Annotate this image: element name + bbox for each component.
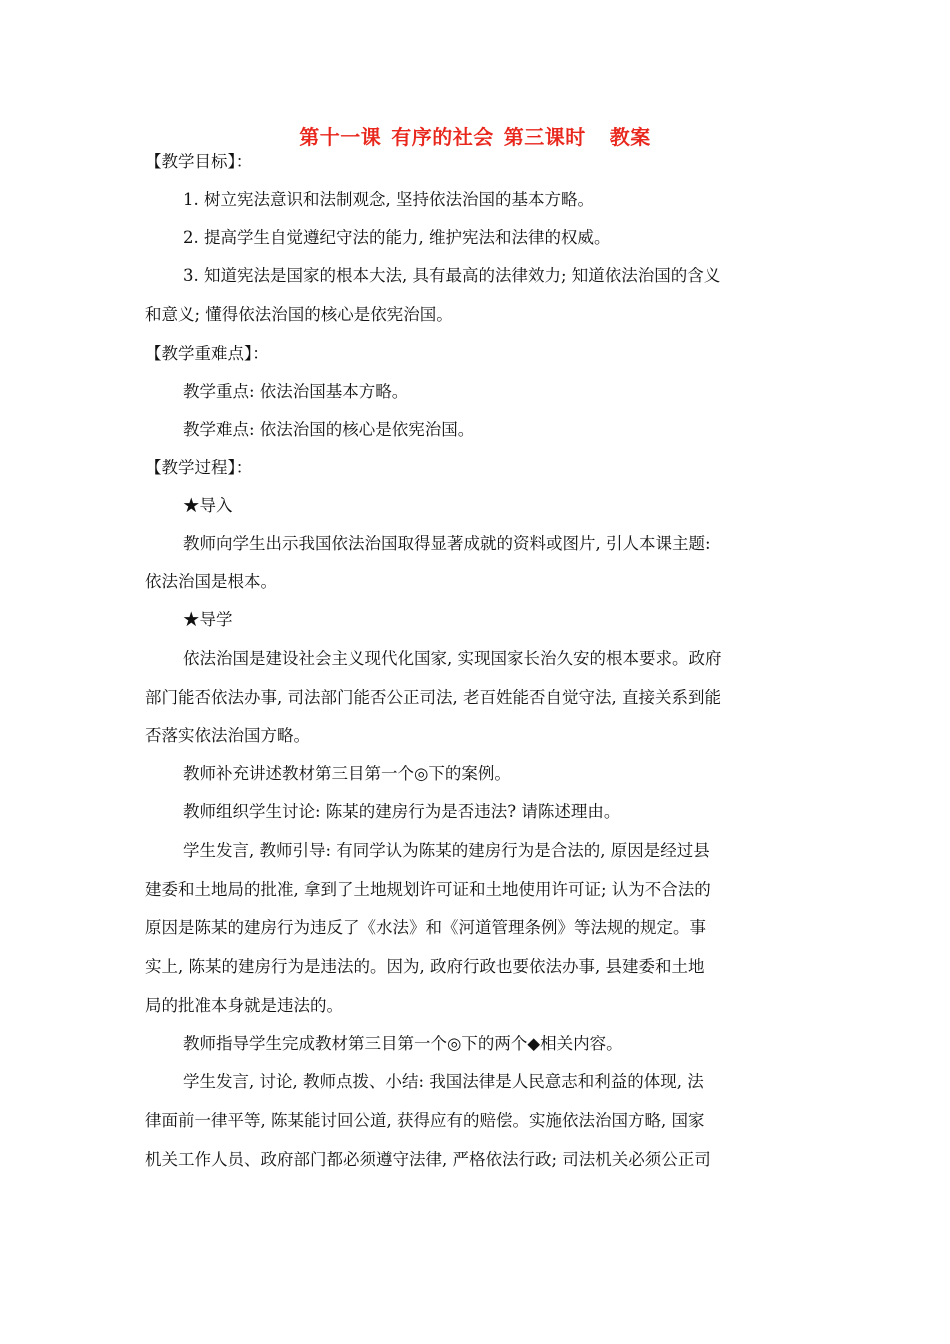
key-point: 教学重点: 依法治国基本方略。 [183, 382, 409, 401]
intro-line-2: 依法治国是根本。 [145, 572, 277, 591]
goal-2: 2. 提高学生自觉遵纪守法的能力, 维护宪法和法律的权威。 [183, 228, 611, 247]
process-heading: 【教学过程】： [145, 458, 253, 477]
goals-heading: 【教学目标】： [145, 152, 253, 171]
paragraph-4-line-3: 原因是陈某的建房行为违反了《水法》和《河道管理条例》等法规的规定。事 [145, 918, 706, 937]
paragraph-1-line-3: 否落实依法治国方略。 [145, 726, 310, 745]
paragraph-6-line-2: 律面前一律平等, 陈某能讨回公道, 获得应有的赔偿。实施依法治国方略, 国家 [145, 1111, 705, 1130]
goal-3-line-1: 3. 知道宪法是国家的根本大法, 具有最高的法律效力; 知道依法治国的含义 [183, 266, 721, 285]
keypoints-heading: 【教学重难点】： [145, 344, 269, 363]
intro-title: ★导入 [183, 496, 233, 515]
paragraph-4-line-4: 实上, 陈某的建房行为是违法的。因为, 政府行政也要依法办事, 县建委和土地 [145, 957, 705, 976]
paragraph-4-line-2: 建委和土地局的批准, 拿到了土地规划许可证和土地使用许可证; 认为不合法的 [145, 880, 711, 899]
paragraph-1-line-1: 依法治国是建设社会主义现代化国家, 实现国家长治久安的根本要求。政府 [183, 649, 722, 668]
paragraph-6-line-3: 机关工作人员、政府部门都必须遵守法律, 严格依法行政; 司法机关必须公正司 [145, 1150, 711, 1169]
title-period: 第三课时 [503, 125, 586, 149]
title-lesson: 第十一课 [299, 125, 382, 149]
paragraph-3: 教师组织学生讨论: 陈某的建房行为是否违法? 请陈述理由。 [183, 802, 621, 821]
paragraph-5: 教师指导学生完成教材第三目第一个◎下的两个◆相关内容。 [183, 1034, 623, 1053]
title-plan: 教案 [609, 125, 651, 149]
guide-title: ★导学 [183, 610, 233, 629]
paragraph-4-line-1: 学生发言, 教师引导: 有同学认为陈某的建房行为是合法的, 原因是经过县 [183, 841, 710, 860]
title-topic: 有序的社会 [391, 125, 494, 149]
paragraph-1-line-2: 部门能否依法办事, 司法部门能否公正司法, 老百姓能否自觉守法, 直接关系到能 [145, 688, 721, 707]
paragraph-2: 教师补充讲述教材第三目第一个◎下的案例。 [183, 764, 511, 783]
document-title [0, 122, 950, 152]
paragraph-6-line-1: 学生发言, 讨论, 教师点拨、小结: 我国法律是人民意志和利益的体现, 法 [183, 1072, 704, 1091]
intro-line-1: 教师向学生出示我国依法治国取得显著成就的资料或图片, 引人本课主题: [183, 534, 711, 553]
goal-1: 1. 树立宪法意识和法制观念, 坚持依法治国的基本方略。 [183, 190, 594, 209]
goal-3-line-2: 和意义; 懂得依法治国的核心是依宪治国。 [145, 305, 453, 324]
difficulty-point: 教学难点: 依法治国的核心是依宪治国。 [183, 420, 475, 439]
paragraph-4-line-5: 局的批准本身就是违法的。 [145, 996, 343, 1015]
